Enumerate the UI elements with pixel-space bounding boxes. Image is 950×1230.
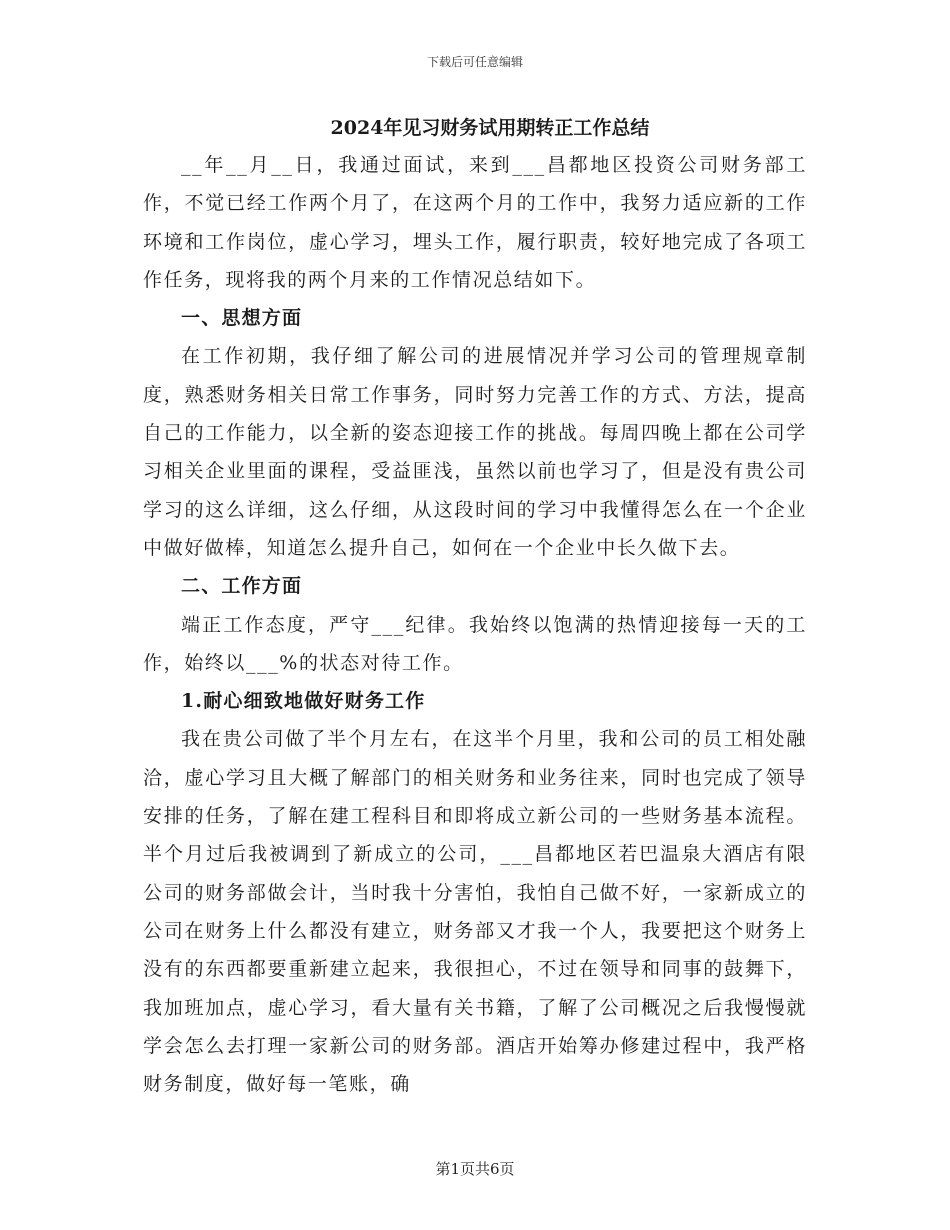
paragraph-work: 端正工作态度，严守___纪律。我始终以饱满的热情迎接每一天的工作，始终以___%的状态对待工作。 — [143, 613, 807, 674]
heading-work: 二、工作方面 — [181, 575, 303, 598]
header-note: 下载后可任意编辑 — [426, 55, 523, 69]
heading-finance: 1.耐心细致地做好财务工作 — [181, 690, 426, 713]
paragraph-intro: __年__月__日，我通过面试，来到___昌都地区投资公司财务部工作，不觉已经工作两个月了，在这两个月的工作中，我努力适应新的工作环境和工作岗位，虚心学习，埋头工作，履行职责，较好地完成了各项工作任务，现将我的两个月来的工作情况总结如下。 — [143, 154, 807, 291]
paragraph-thought: 在工作初期，我仔细了解公司的进展情况并学习公司的管理规章制度，熟悉财务相关日常工作事务，同时努力完善工作的方式、方法，提高自己的工作能力，以全新的姿态迎接工作的挑战。每周四晚上都在公司学习相关企业里面的课程，受益匪浅，虽然以前也学习了，但是没有贵公司学习的这么详细，这么仔细，从这段时间的学习中我懂得怎么在一个企业中做好做棒，知道怎么提升自己，如何在一个企业中长久做下去。 — [143, 345, 807, 559]
heading-thought: 一、思想方面 — [181, 307, 303, 330]
page-number: 第1页共6页 — [435, 1160, 515, 1178]
document-body — [143, 110, 807, 1103]
paragraph-finance: 我在贵公司做了半个月左右，在这半个月里，我和公司的员工相处融洽，虚心学习且大概了解部门的相关财务和业务往来，同时也完成了领导安排的任务，了解在建工程科目和即将成立新公司的一些财务基本流程。半个月过后我被调到了新成立的公司，___昌都地区若巴温泉大酒店有限公司的财务部做会计，当时我十分害怕，我怕自己做不好，一家新成立的公司在财务上什么都没有建立，财务部又才我一个人，我要把这个财务上没有的东西都要重新建立起来，我很担心，不过在领导和同事的鼓舞下，我加班加点，虚心学习，看大量有关书籍，了解了公司概况之后我慢慢就学会怎么去打理一家新公司的财务部。酒店开始筹办修建过程中，我严格财务制度，做好每一笔账，确 — [143, 728, 807, 1096]
document-title: 2024年见习财务试用期转正工作总结 — [330, 117, 650, 139]
